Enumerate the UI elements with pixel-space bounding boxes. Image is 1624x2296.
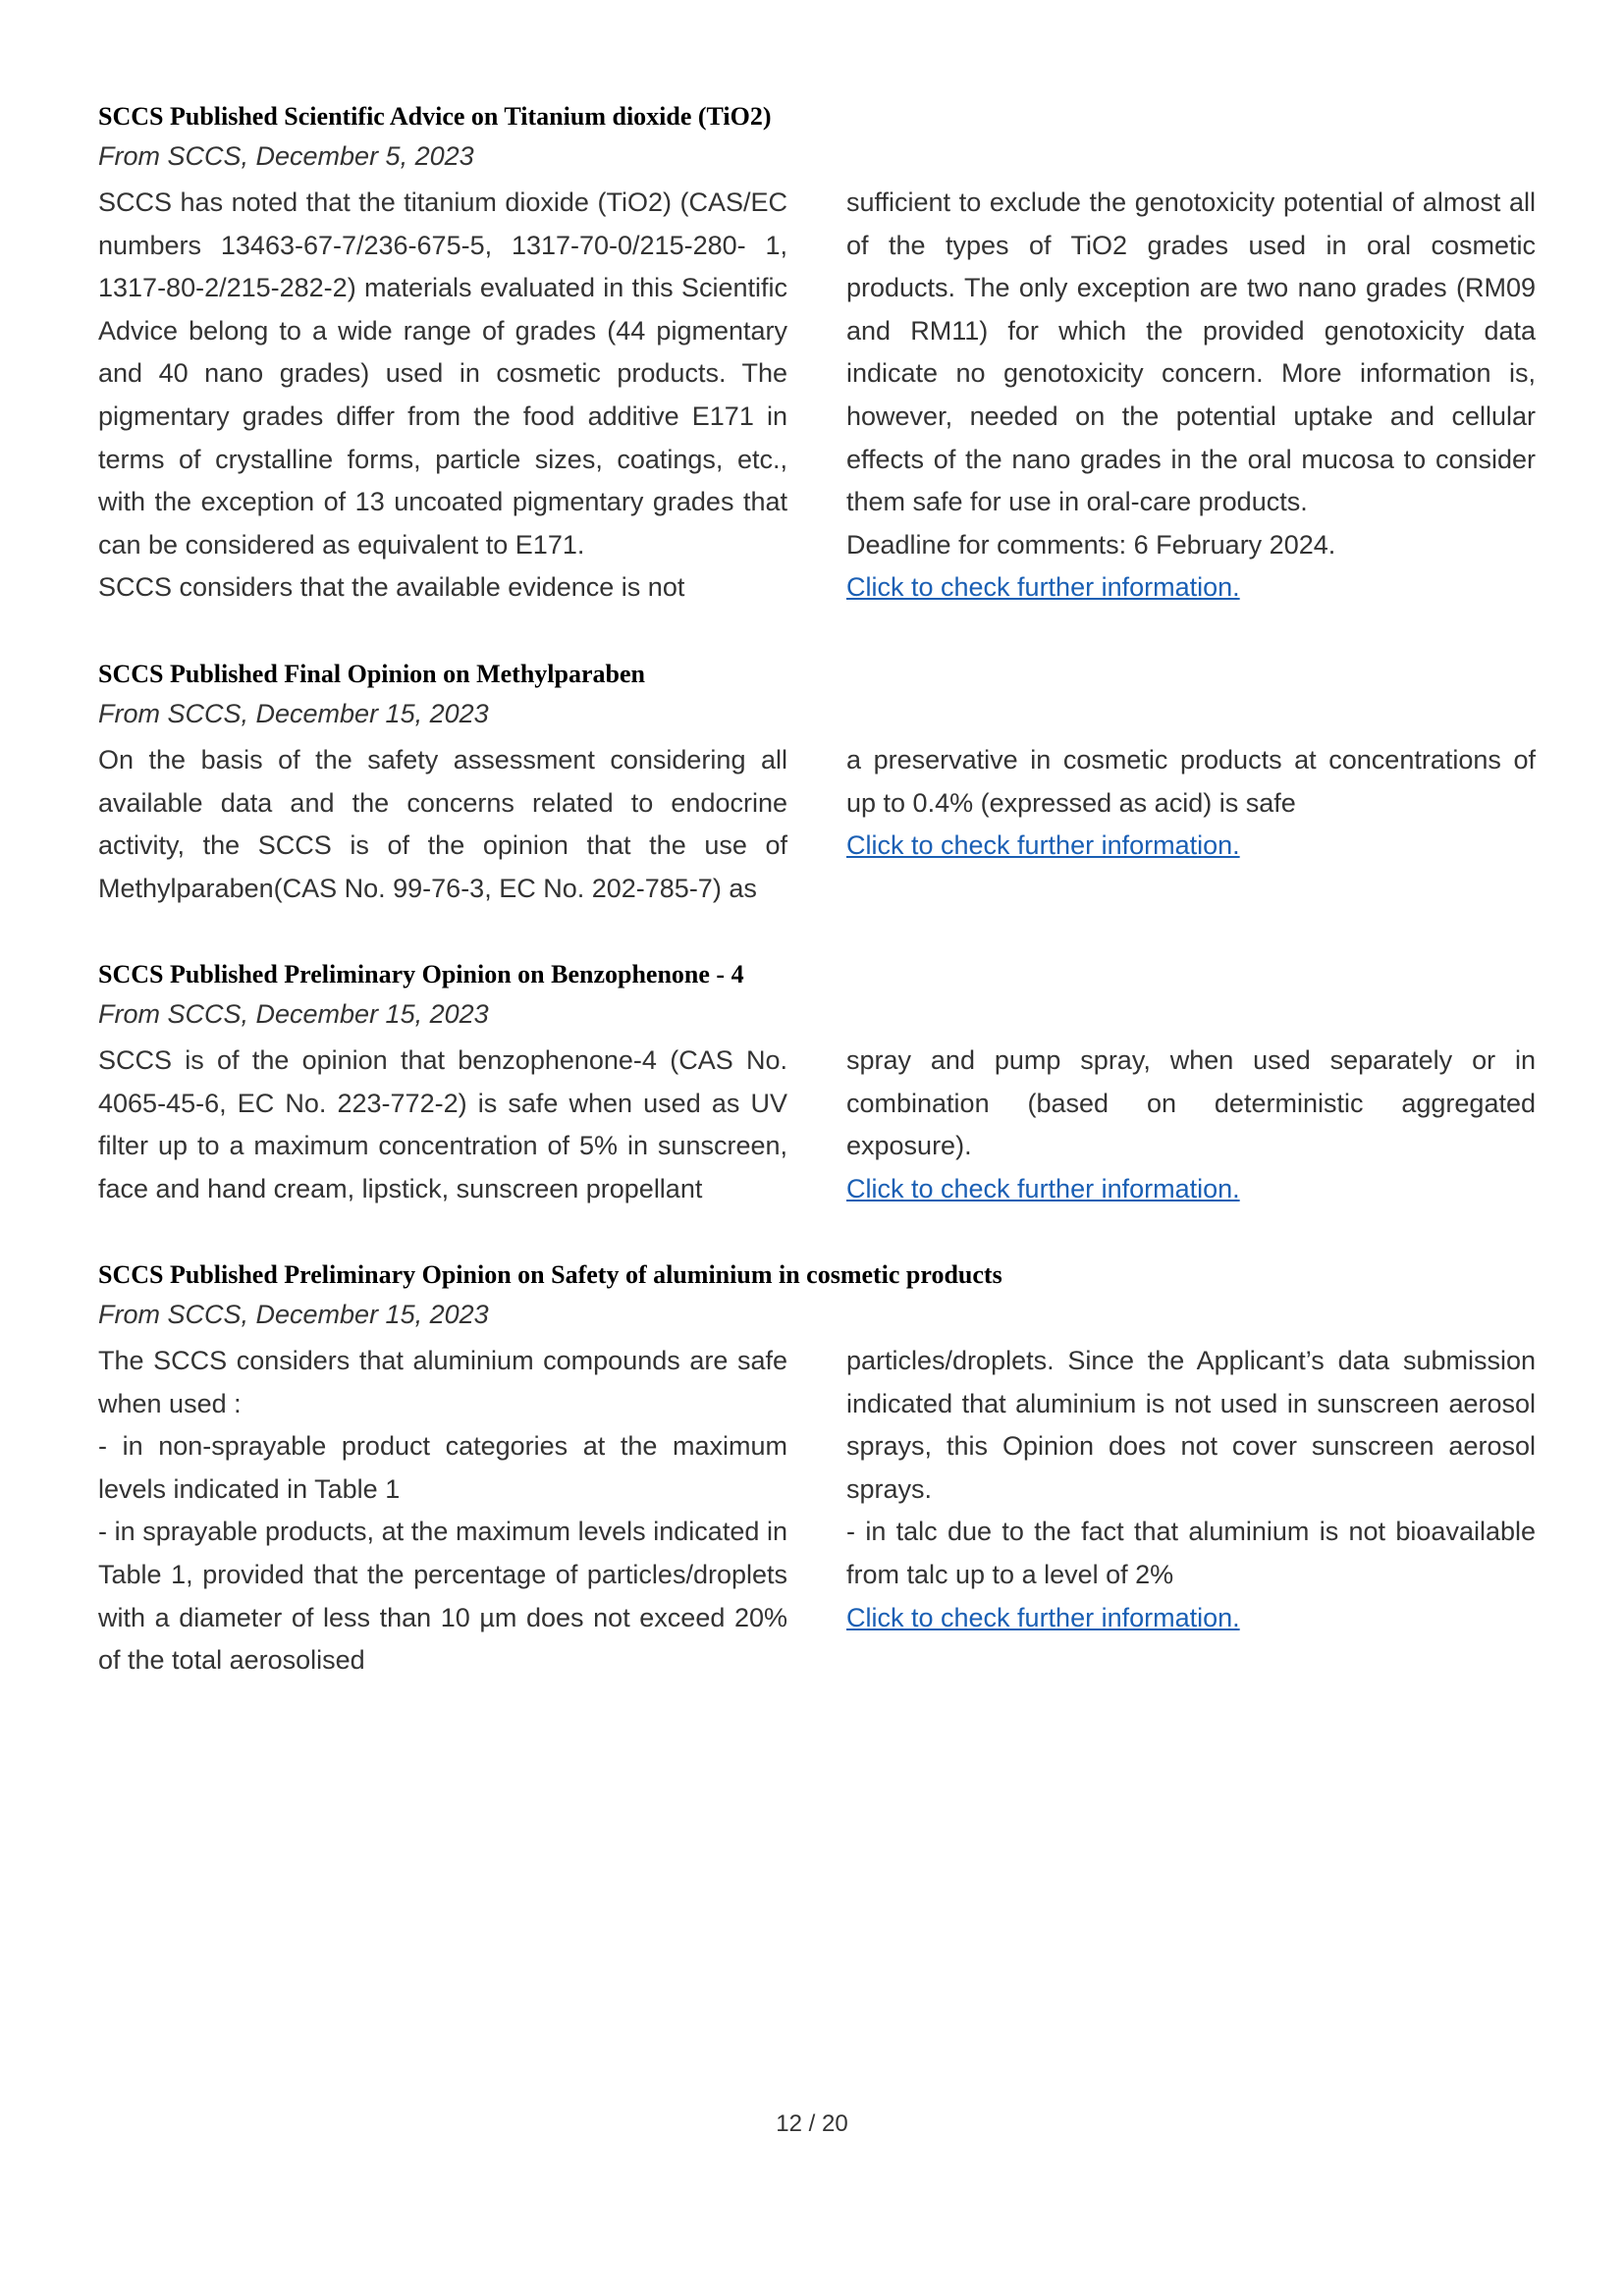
paragraph: Deadline for comments: 6 February 2024. — [846, 529, 1336, 560]
article-title: SCCS Published Final Opinion on Methylparaben — [98, 660, 645, 688]
further-information-link[interactable]: Click to check further information. — [846, 1173, 1240, 1203]
article-column-right — [846, 1340, 1536, 1639]
paragraph: sufficient to exclude the genotoxicity potential of almost all of the types of TiO2 grades used in oral cosmetic products. The only exception are two nano grades (RM09 and RM11) for which the provided genotoxicity data indicate no genotoxicity concern. More information is, however, needed on the potential uptake and cellular effects of the nano grades in the oral mucosa to consider them safe for use in oral-care products. — [846, 187, 1536, 517]
article-title: SCCS Published Preliminary Opinion on Benzophenone - 4 — [98, 960, 744, 988]
paragraph: particles/droplets. Since the Applicant’s data submission indicated that aluminium is not used in sunscreen aerosol sprays, this Opinion does not cover sunscreen aerosol sprays. — [846, 1346, 1536, 1504]
article-source: From SCCS, December 5, 2023 — [98, 141, 474, 171]
article-column-left — [98, 1040, 787, 1210]
article-source: From SCCS, December 15, 2023 — [98, 999, 489, 1029]
paragraph: a preservative in cosmetic products at concentrations of up to 0.4% (expressed as acid) is safe — [846, 745, 1536, 818]
article-column-right — [846, 1040, 1536, 1210]
further-information-link[interactable]: Click to check further information. — [846, 572, 1240, 603]
page-number: 12 / 20 — [776, 2110, 848, 2137]
paragraph: The SCCS considers that aluminium compounds are safe when used : — [98, 1346, 787, 1418]
paragraph: SCCS is of the opinion that benzophenone-4 (CAS No. 4065-45-6, EC No. 223-772-2) is safe when used as UV filter up to a maximum concentration of 5% in sunscreen, face and hand cream, lipstick, sunscreen propellant — [98, 1045, 787, 1203]
paragraph: SCCS considers that the available evidence is not — [98, 572, 685, 603]
further-information-link[interactable]: Click to check further information. — [846, 1602, 1240, 1632]
article-title: SCCS Published Scientific Advice on Titanium dioxide (TiO2) — [98, 102, 772, 131]
paragraph: - in talc due to the fact that aluminium is not bioavailable from talc up to a level of 2% — [846, 1517, 1536, 1589]
further-information-link[interactable]: Click to check further information. — [846, 830, 1240, 861]
article-column-right — [846, 739, 1536, 868]
paragraph: SCCS has noted that the titanium dioxide (TiO2) (CAS/EC numbers 13463-67-7/236-675-5, 1317-70-0/215-280- 1, 1317-80-2/215-282-2) materials evaluated in this Scientific Advice belong to a wide range of grades (44 pigmentary and 40 nano grades) used in cosmetic products. The pigmentary grades differ from the food additive E171 in terms of crystalline forms, particle sizes, coatings, etc., with the exception of 13 uncoated pigmentary grades that can be considered as equivalent to E171. — [98, 187, 787, 560]
article-column-left — [98, 1340, 787, 1682]
article-column-left — [98, 739, 787, 910]
paragraph: - in sprayable products, at the maximum levels indicated in Table 1, provided that the percentage of particles/droplets with a diameter of less than 10 µm does not exceed 20% of the total aerosolised — [98, 1517, 787, 1676]
paragraph: - in non-sprayable product categories at the maximum levels indicated in Table 1 — [98, 1431, 787, 1504]
article-column-right — [846, 182, 1536, 610]
article-title: SCCS Published Preliminary Opinion on Safety of aluminium in cosmetic products — [98, 1260, 1002, 1289]
article-column-left — [98, 182, 787, 610]
article-source: From SCCS, December 15, 2023 — [98, 699, 489, 728]
paragraph: On the basis of the safety assessment considering all available data and the concerns related to endocrine activity, the SCCS is of the opinion that the use of Methylparaben(CAS No. 99-76-3, EC No. 202-785-7) as — [98, 745, 787, 903]
paragraph: spray and pump spray, when used separately or in combination (based on deterministic aggregated exposure). — [846, 1045, 1536, 1161]
article-source: From SCCS, December 15, 2023 — [98, 1300, 489, 1329]
